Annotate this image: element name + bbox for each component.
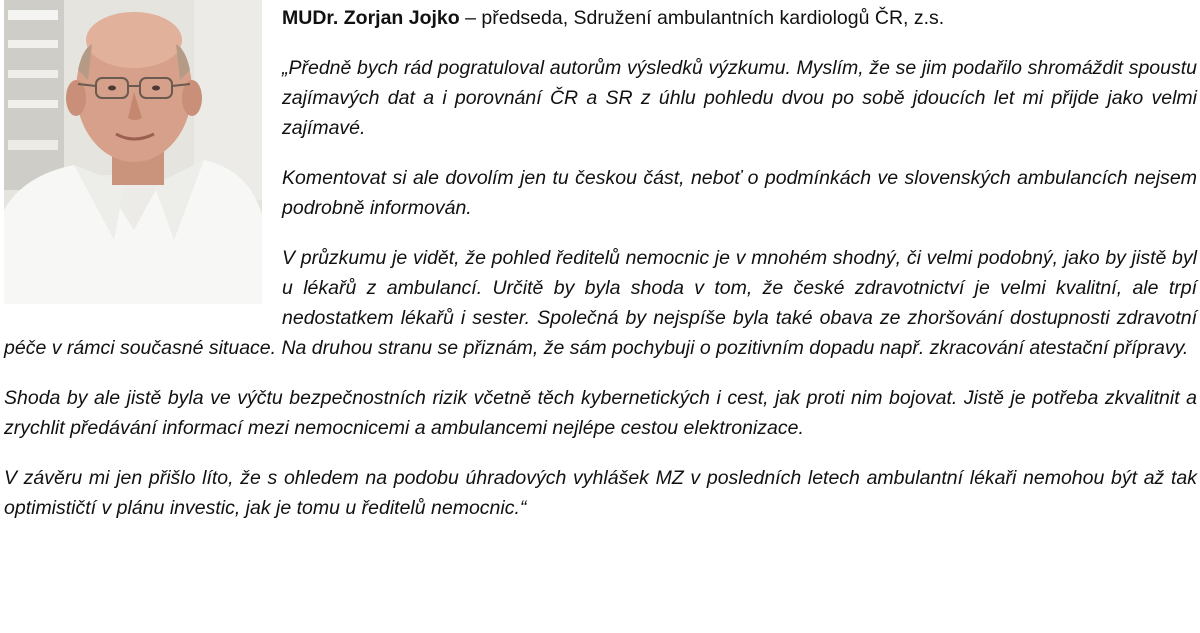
speaker-role: – předseda, Sdružení ambulantních kardiologů ČR, z.s. <box>459 7 945 29</box>
article-page <box>4 0 1197 633</box>
quote-paragraph-1: „Předně bych rád pogratuloval autorům výsledků výzkumu. Myslím, že se jim podařilo shromáždit spoustu zajímavých dat a i porovnání ČR a SR z úhlu pohledu dvou po sobě jdoucích let mi přijde jako velmi zajímavé. <box>282 57 1197 139</box>
quote-paragraph-3: V průzkumu je vidět, že pohled ředitelů nemocnic je v mnohém shodný, či velmi podobný, jako by jistě byl u lékařů z ambulancí. Určitě by byla shoda v tom, že české zdravotnictví je velmi kvalitní, ale trpí nedostatkem lékařů i sester. Společná by nejspíše byla také obava ze zhoršování dostupnosti zdravotní péče v rámci současné situace. Na druhou stranu se přiznám, že sám pochybuji o pozitivním dopadu např. zkracování atestační přípravy. <box>4 247 1197 359</box>
speaker-name: MUDr. Zorjan Jojko <box>282 7 460 29</box>
quote-paragraph-4: Shoda by ale jistě byla ve výčtu bezpečnostních rizik včetně těch kybernetických i cest, jak proti nim bojovat. Jistě je potřeba zkvalitnit a zrychlit předávání informací mezi nemocnicemi a ambulancemi nejlépe cestou elektronizace. <box>4 387 1197 439</box>
portrait-photo <box>4 0 262 304</box>
quote-paragraph-2: Komentovat si ale dovolím jen tu českou část, neboť o podmínkách ve slovenských ambulancích nejsem podrobně informován. <box>282 167 1197 219</box>
portrait-illustration <box>4 0 262 304</box>
quote-paragraph-5: V závěru mi jen přišlo líto, že s ohledem na podobu úhradových vyhlášek MZ v posledních letech ambulantní lékaři nemohou být až tak optimističtí v plánu investic, jak je tomu u ředitelů nemocnic.“ <box>4 467 1197 519</box>
